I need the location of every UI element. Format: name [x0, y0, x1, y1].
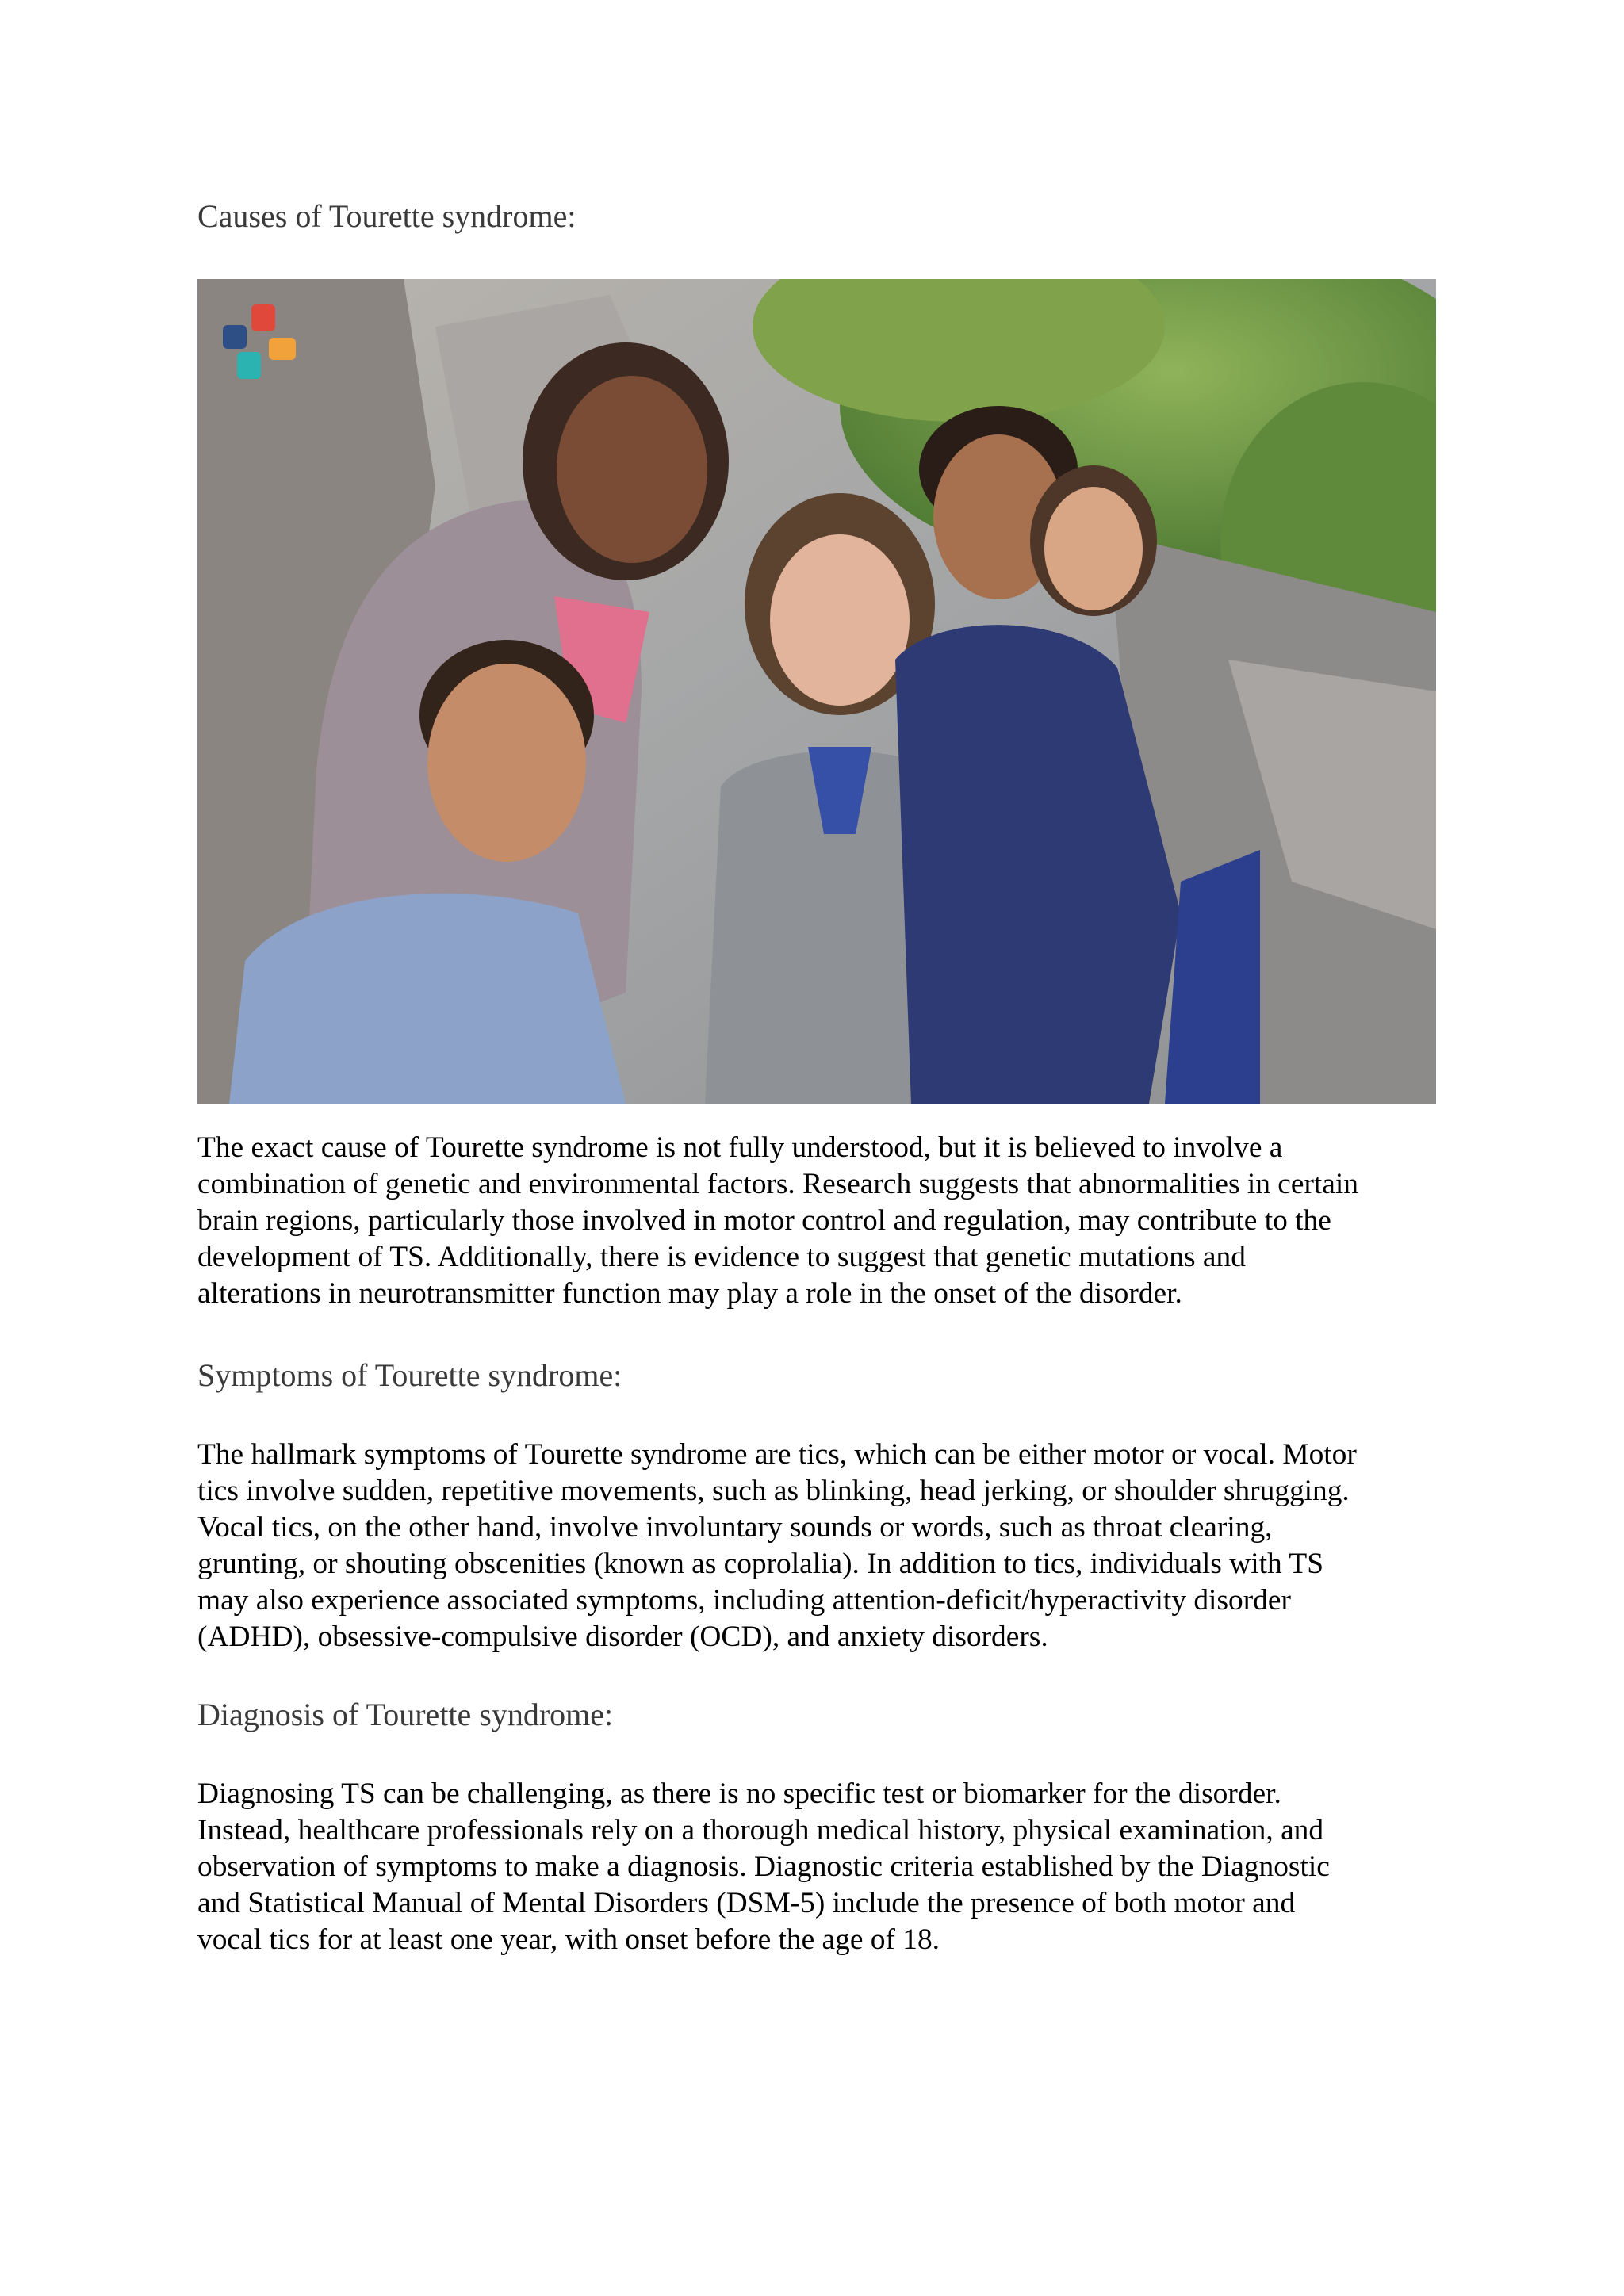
text-line: The hallmark symptoms of Tourette syndrome are tics, which can be either motor or vocal. Motor	[197, 1438, 1357, 1471]
paragraph-causes	[197, 1130, 1436, 1312]
text-line: brain regions, particularly those involved in motor control and regulation, may contribute to the	[197, 1204, 1331, 1237]
section-heading-symptoms: Symptoms of Tourette syndrome:	[197, 1357, 622, 1393]
text-line: vocal tics for at least one year, with onset before the age of 18.	[197, 1923, 940, 1956]
text-line: Instead, healthcare professionals rely on a thorough medical history, physical examination, and	[197, 1814, 1324, 1846]
text-line: tics involve sudden, repetitive movements, such as blinking, head jerking, or shoulder shrugging.	[197, 1475, 1350, 1507]
text-line: may also experience associated symptoms, including attention-deficit/hyperactivity disorder	[197, 1584, 1291, 1617]
paragraph-diagnosis	[197, 1776, 1436, 1958]
text-line: and Statistical Manual of Mental Disorders (DSM-5) include the presence of both motor and	[197, 1887, 1296, 1919]
text-line: (ADHD), obsessive-compulsive disorder (OCD), and anxiety disorders.	[197, 1621, 1048, 1653]
text-line: observation of symptoms to make a diagnosis. Diagnostic criteria established by the Diagnostic	[197, 1850, 1330, 1883]
text-line: combination of genetic and environmental factors. Research suggests that abnormalities in certain	[197, 1168, 1358, 1200]
text-line: The exact cause of Tourette syndrome is not fully understood, but it is believed to involve a	[197, 1131, 1283, 1164]
text-line: grunting, or shouting obscenities (known as coprolalia). In addition to tics, individuals with TS	[197, 1548, 1323, 1580]
group-photo	[197, 279, 1436, 1104]
paragraph-symptoms	[197, 1437, 1436, 1655]
text-line: alterations in neurotransmitter function may play a role in the onset of the disorder.	[197, 1277, 1182, 1310]
text-line: development of TS. Additionally, there is evidence to suggest that genetic mutations and	[197, 1241, 1246, 1273]
section-heading-diagnosis: Diagnosis of Tourette syndrome:	[197, 1697, 614, 1732]
text-line: Vocal tics, on the other hand, involve involuntary sounds or words, such as throat clearing,	[197, 1511, 1273, 1544]
section-heading-causes: Causes of Tourette syndrome:	[197, 198, 576, 234]
text-line: Diagnosing TS can be challenging, as there is no specific test or biomarker for the disorder.	[197, 1777, 1281, 1810]
